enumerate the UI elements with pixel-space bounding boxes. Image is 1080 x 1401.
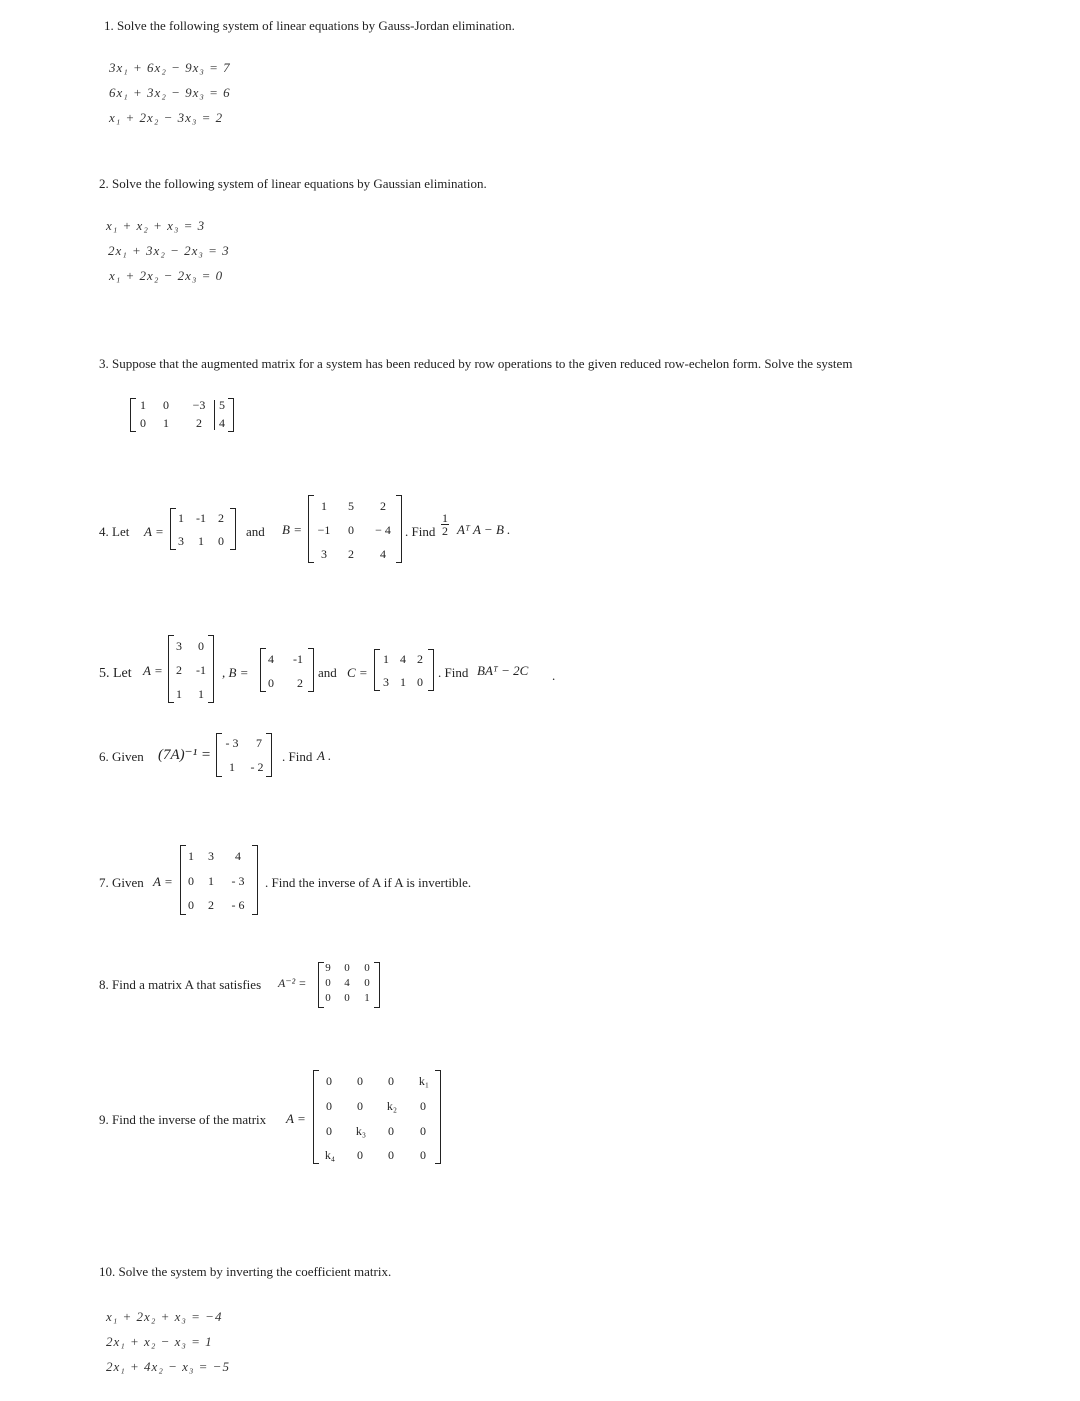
p4-and: and [246,524,265,539]
matrix-cell: 4 [235,849,241,863]
matrix-cell: 2 [176,663,182,677]
p5-lead: 5. Let [99,666,132,681]
matrix-cell: 3 [178,534,184,548]
matrix-cell: 2 [196,416,202,430]
p2-equation-2: 2x₁ + 3x₂ − 2x₃ = 3 [108,243,230,258]
p7-a-label: A = [153,874,173,889]
matrix-cell: 2 [380,499,386,513]
matrix-cell: 1 [198,687,204,701]
matrix-cell: 5 [219,398,225,412]
p9-text: 9. Find the inverse of the matrix [99,1112,267,1127]
matrix-cell: 0 [325,992,331,1004]
p8-matrix [318,962,380,1008]
problem-1-text: 1. Solve the following system of linear equations by Gauss-Jordan elimination. [104,18,515,33]
p5-b-label: , B = [222,665,249,680]
p6-expression: (7A)⁻¹ = [158,747,211,763]
matrix-cell: 4 [344,977,350,989]
p4-find: . Find [405,524,436,539]
matrix-cell: 3 [383,675,389,689]
matrix-cell: 0 [326,1074,332,1088]
fraction-numerator: 1 [442,511,448,525]
matrix-cell: 2 [297,676,303,690]
matrix-cell: 1 [383,652,389,666]
matrix-cell: 0 [140,416,146,430]
matrix-cell: 0 [198,639,204,653]
matrix-cell: 1 [229,760,235,774]
matrix-cell: 0 [388,1074,394,1088]
matrix-cell: 4 [219,416,225,430]
matrix-cell: 0 [218,534,224,548]
matrix-cell: 0 [364,962,370,974]
p7-lead: 7. Given [99,875,144,890]
p5-matrix-b [260,648,314,692]
matrix-cell: 1 [321,499,327,513]
problem-10-text: 10. Solve the system by inverting the coefficient matrix. [99,1264,392,1279]
p10-equation-3: 2x₁ + 4x₂ − x₃ = −5 [106,1359,230,1374]
matrix-cell: -1 [293,652,303,666]
matrix-cell: 0 [188,898,194,912]
p2-equation-3: x₁ + 2x₂ − 2x₃ = 0 [109,268,224,283]
matrix-cell: -1 [196,663,206,677]
matrix-cell: k₄ [324,1148,336,1162]
p6-lead: 6. Given [99,749,144,764]
matrix-cell: −3 [192,398,206,412]
matrix-cell: - 6 [231,898,245,912]
matrix-cell: 0 [364,977,370,989]
problem-3-text: 3. Suppose that the augmented matrix for a system has been reduced by row operations to the given reduced row-echelon form. Solve the system [99,356,853,371]
matrix-cell: 0 [326,1124,332,1138]
p5-expression: BAᵀ − 2C [477,663,529,678]
matrix-cell: 9 [325,962,331,974]
matrix-cell: k₃ [355,1124,367,1138]
matrix-cell: 0 [420,1148,426,1162]
matrix-cell: k₁ [418,1074,430,1088]
matrix-cell: 0 [417,675,423,689]
matrix-cell: 0 [357,1074,363,1088]
matrix-cell: 5 [348,499,354,513]
p8-text: 8. Find a matrix A that satisfies [99,977,262,992]
matrix-cell: − 4 [375,523,391,537]
matrix-cell: 7 [256,736,262,750]
p5-dot: . [552,668,556,683]
p2-equation-1: x₁ + x₂ + x₃ = 3 [106,218,206,233]
p1-equation-1: 3x₁ + 6x₂ − 9x₃ = 7 [109,60,231,75]
matrix-cell: 0 [357,1148,363,1162]
matrix-cell: 0 [388,1148,394,1162]
matrix-cell: 0 [326,1099,332,1113]
fraction-denominator: 2 [442,524,448,538]
matrix-cell: 1 [364,992,370,1004]
p9-matrix [313,1070,441,1164]
p9-a-label: A = [286,1111,306,1126]
matrix-cell: 0 [348,523,354,537]
matrix-cell: 1 [163,416,169,430]
matrix-cell: 0 [388,1124,394,1138]
p4-matrix-a [170,508,236,550]
p4-matrix-b [308,495,402,563]
p6-matrix [216,733,272,777]
p3-augmented-matrix [130,398,234,432]
p5-matrix-a [168,635,214,703]
matrix-cell: 0 [420,1124,426,1138]
matrix-cell: 1 [400,675,406,689]
p4-a-label: A = [144,524,164,539]
matrix-cell: 4 [400,652,406,666]
matrix-cell: −1 [317,523,331,537]
matrix-cell: 1 [178,511,184,525]
matrix-cell: 1 [198,534,204,548]
p6-find: . Find [282,749,313,764]
p4-b-label: B = [282,522,302,537]
matrix-cell: - 3 [225,736,239,750]
matrix-cell: 0 [357,1099,363,1113]
matrix-cell: 3 [176,639,182,653]
p5-a-label: A = [143,663,163,678]
matrix-cell: 1 [188,849,194,863]
p7-text: . Find the inverse of A if A is invertible. [265,875,472,890]
p4-expression: Aᵀ A − B . [457,522,511,537]
matrix-cell: - 3 [231,874,245,888]
p5-find: . Find [438,665,469,680]
problem-2-text: 2. Solve the following system of linear equations by Gaussian elimination. [99,176,487,191]
matrix-cell: 0 [420,1099,426,1113]
matrix-cell: 2 [218,511,224,525]
matrix-cell: k₂ [386,1099,398,1113]
p1-equation-2: 6x₁ + 3x₂ − 9x₃ = 6 [109,85,231,100]
matrix-cell: 2 [208,898,214,912]
matrix-cell: 4 [268,652,274,666]
matrix-cell: 1 [176,687,182,701]
p1-equation-3: x₁ + 2x₂ − 3x₃ = 2 [109,110,224,125]
matrix-cell: 0 [268,676,274,690]
p5-c-label: C = [347,665,368,680]
p7-matrix [180,845,258,915]
p6-var: A . [317,748,332,763]
matrix-cell: 0 [325,977,331,989]
matrix-cell: 4 [380,547,386,561]
p5-and: and [318,665,337,680]
p4-lead: 4. Let [99,524,130,539]
p5-matrix-c [374,649,434,691]
matrix-cell: 2 [348,547,354,561]
matrix-cell: - 2 [250,760,264,774]
matrix-cell: 0 [344,992,350,1004]
p10-equation-1: x₁ + 2x₂ + x₃ = −4 [106,1309,223,1324]
matrix-cell: -1 [196,511,206,525]
matrix-cell: 2 [417,652,423,666]
matrix-cell: 0 [188,874,194,888]
p4-fraction [441,512,449,537]
matrix-cell: 0 [344,962,350,974]
matrix-cell: 1 [208,874,214,888]
matrix-cell: 3 [321,547,327,561]
matrix-cell: 3 [208,849,214,863]
p8-expression: A⁻² = [278,976,307,990]
p10-equation-2: 2x₁ + x₂ − x₃ = 1 [106,1334,213,1349]
matrix-cell: 1 [140,398,146,412]
matrix-cell: 0 [163,398,169,412]
